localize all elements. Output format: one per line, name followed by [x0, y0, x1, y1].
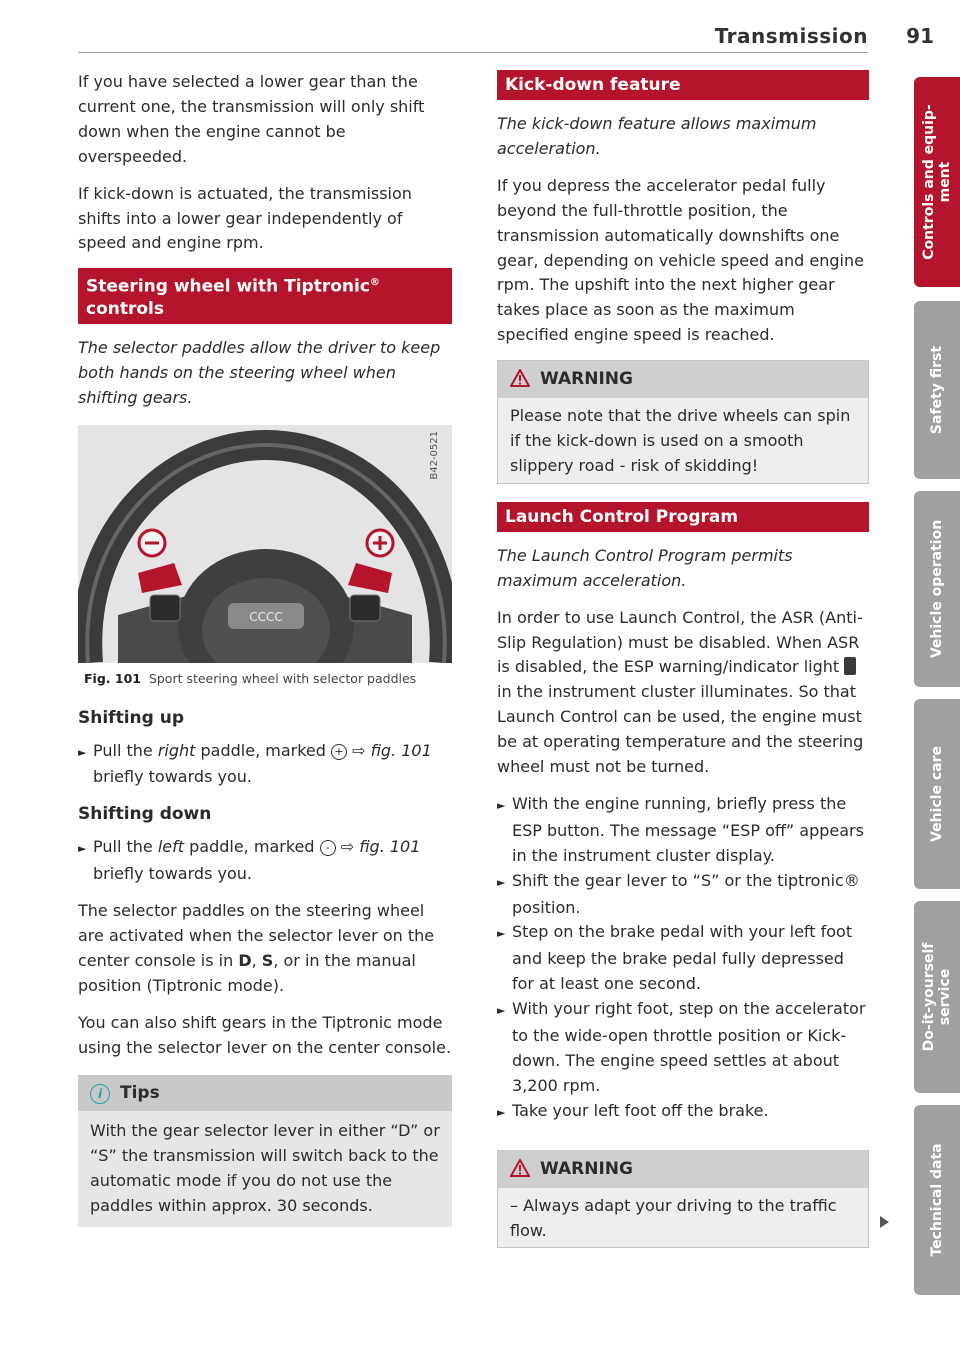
warning-triangle-icon — [510, 1159, 530, 1177]
list-item: ► Take your left foot off the brake. — [497, 1099, 869, 1126]
bullet-arrow-icon: ► — [78, 842, 87, 856]
warning-box-traffic — [497, 1150, 869, 1249]
bullet-arrow-icon: ► — [497, 875, 506, 889]
section-title-kickdown: Kick-down feature — [497, 70, 869, 100]
paragraph-selector-paddles: The selector paddles on the steering wheel are activated when the selector lever on the center console is in D, S, or in the manual position (Tiptronic mode). — [78, 901, 435, 995]
figure-code: B42-0521 — [429, 430, 441, 480]
tab-do-it-yourself-service[interactable]: Do-it-yourself service — [914, 901, 960, 1093]
section-intro-kickdown: The kick-down feature allows maximum acceleration. — [497, 114, 817, 158]
tips-box — [78, 1075, 452, 1228]
brand-logo-text: CCCC — [249, 609, 283, 624]
list-item: ► Shift the gear lever to “S” or the tiptronic® position. — [497, 870, 860, 917]
paragraph-kickdown-actuated: If kick-down is actuated, the transmission shifts into a lower gear independently of speed and engine rpm. — [78, 183, 412, 253]
step-shift-down: ► Pull the left paddle, marked - ⇨ fig. 101 briefly towards you. — [78, 837, 421, 884]
right-column — [497, 70, 869, 1266]
left-column — [78, 70, 452, 1227]
warning-text: – Always adapt your driving to the traffic flow. — [510, 1195, 837, 1240]
esp-indicator-icon — [844, 657, 856, 675]
tab-technical-data[interactable]: Technical data — [914, 1105, 960, 1295]
info-icon: i — [90, 1084, 110, 1104]
continue-arrow-icon — [880, 1216, 889, 1228]
bullet-arrow-icon: ► — [497, 798, 506, 812]
warning-header: WARNING — [498, 1151, 868, 1188]
section-intro-tiptronic: The selector paddles allow the driver to keep both hands on the steering wheel when shifting gears. — [78, 338, 441, 407]
list-item: ► With the engine running, briefly press the ESP button. The message “ESP off” appears in the instrument cluster display. — [497, 793, 864, 865]
tab-controls-and-equipment[interactable]: Controls and equip- ment — [914, 77, 960, 287]
paragraph-kickdown: If you depress the accelerator pedal fully beyond the full-throttle position, the transmission automatically downshifts one gear, depending on vehicle speed and engine rpm. The upshift into the next higher gear takes place as soon as the maximum specified engine speed is reached. — [497, 175, 864, 345]
steering-wheel-illustration — [78, 425, 452, 663]
steering-wheel-figure — [78, 425, 452, 663]
paragraph-lower-gear: If you have selected a lower gear than the current one, the transmission will only shift down when the engine cannot be overspeeded. — [78, 72, 425, 166]
warning-header: WARNING — [498, 361, 868, 398]
tab-vehicle-care[interactable]: Vehicle care — [914, 699, 960, 889]
warning-text: Please note that the drive wheels can spin if the kick-down is used on a smooth slippery road - risk of skidding! — [510, 406, 851, 475]
page-number: 91 — [906, 24, 934, 48]
paragraph-launch-control: In order to use Launch Control, the ASR (Anti-Slip Regulation) must be disabled. When ASR is disabled, the ESP warning/indicator light in the instrument cluster illuminates. So that Launch Control can be used, the engine must be at operating temperature and the steering wheel must not be turned. — [497, 607, 864, 777]
plus-symbol-icon: + — [331, 744, 347, 760]
step-shift-up: ► Pull the right paddle, marked + ⇨ fig. 101 briefly towards you. — [78, 740, 432, 787]
header-divider — [78, 52, 868, 53]
bullet-arrow-icon: ► — [497, 1004, 506, 1018]
section-title-launch-control: Launch Control Program — [497, 502, 869, 532]
list-item: ► Step on the brake pedal with your left foot and keep the brake pedal fully depressed for at least one second. — [497, 922, 853, 994]
heading-shifting-up: Shifting up — [78, 707, 184, 728]
tips-header: i Tips — [78, 1075, 452, 1112]
figure-caption: Fig. 101 Sport steering wheel with selector paddles — [84, 670, 417, 686]
warning-box-kickdown — [497, 360, 869, 484]
tab-vehicle-operation[interactable]: Vehicle operation — [914, 491, 960, 687]
left-paddle — [138, 563, 182, 593]
paragraph-tiptronic-lever: You can also shift gears in the Tiptronic mode using the selector lever on the center console. — [78, 1012, 452, 1057]
minus-symbol-icon: - — [320, 840, 336, 856]
launch-steps-list — [497, 792, 869, 1126]
list-item: ► With your right foot, step on the accelerator to the wide-open throttle position or Kick-down. The engine speed settles at about 3,200 rpm. — [497, 999, 866, 1095]
right-paddle — [348, 563, 392, 593]
tips-text: With the gear selector lever in either “D” or “S” the transmission will switch back to the automatic mode if you do not use the paddles within approx. 30 seconds. — [90, 1121, 440, 1216]
heading-shifting-down: Shifting down — [78, 804, 212, 825]
bullet-arrow-icon: ► — [497, 1105, 506, 1119]
bullet-arrow-icon: ► — [78, 745, 87, 759]
running-header-title: Transmission — [714, 24, 868, 48]
section-title-tiptronic: Steering wheel with Tiptronic® controls — [78, 268, 452, 324]
tab-safety-first[interactable]: Safety first — [914, 301, 960, 479]
bullet-arrow-icon: ► — [497, 927, 506, 941]
warning-triangle-icon — [510, 369, 530, 387]
section-intro-launch-control: The Launch Control Program permits maximum acceleration. — [497, 545, 793, 590]
